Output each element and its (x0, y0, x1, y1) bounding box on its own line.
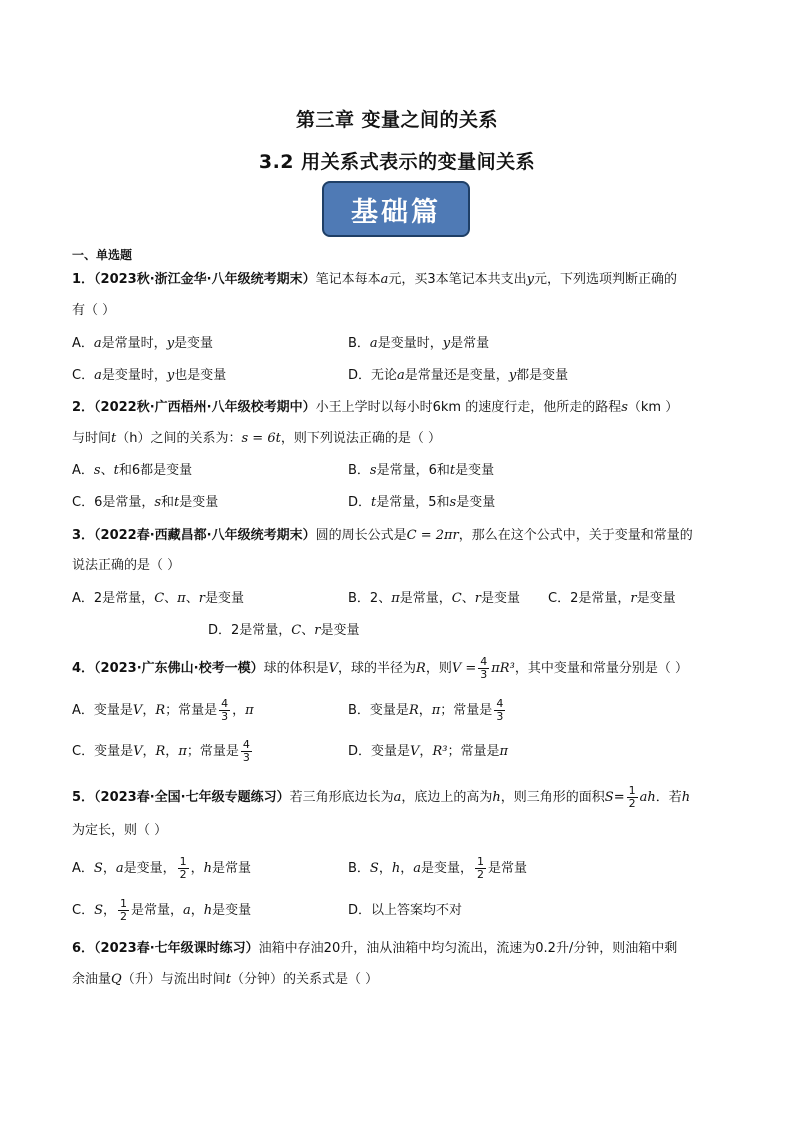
var: a (369, 336, 378, 351)
q2-option-b[interactable] (348, 462, 494, 480)
text: ， (142, 744, 156, 759)
var: V (132, 703, 143, 718)
text: 是变量时， (101, 368, 167, 383)
option-label: A． (72, 703, 94, 718)
var: R (408, 703, 419, 718)
q5-formula: ah (639, 790, 656, 805)
text: ， (378, 861, 392, 876)
q4-source: （2023·广东佛山·校考一模） (94, 661, 264, 676)
fraction (627, 785, 638, 810)
var: a (93, 336, 102, 351)
var: π (431, 703, 441, 718)
q2-text: （km ） (627, 400, 679, 415)
q1-option-d[interactable] (348, 367, 568, 385)
denominator: 2 (477, 868, 485, 881)
numerator: 1 (179, 855, 187, 868)
q2-speed: 6km (432, 400, 462, 415)
option-label: D． (208, 623, 232, 638)
option-label: C． (72, 495, 95, 510)
text: 变量是 (371, 744, 411, 759)
q4-formula: πR³ (491, 661, 515, 676)
q1-text: 元，买3本笔记本共支出 (388, 272, 527, 287)
numerator: 4 (496, 697, 504, 710)
q3-number: 3． (72, 528, 95, 543)
var: π (245, 703, 254, 718)
var: s (154, 495, 162, 510)
var: t (113, 463, 119, 478)
fraction (478, 656, 489, 681)
q2-stem-line2 (72, 430, 441, 448)
text: 是变量 (179, 495, 219, 510)
q5-var: a (393, 790, 402, 805)
q4-text: ，其中变量和常量分别是（ ） (514, 661, 688, 676)
q5-text: ．若 (655, 790, 682, 805)
text: 是常量，5和 (376, 495, 450, 510)
var: C (451, 591, 462, 606)
q5-option-a[interactable] (72, 855, 251, 883)
chapter-title: 第三章 变量之间的关系 (295, 109, 499, 131)
option-label: B． (348, 336, 370, 351)
q4-text: 球的体积是 (263, 661, 329, 676)
text: ， (190, 861, 204, 876)
q2-option-a[interactable] (72, 462, 192, 480)
text: ；常量是 (186, 744, 239, 759)
option-label: C． (72, 744, 95, 759)
option-label: B． (348, 463, 370, 478)
denominator: 3 (221, 710, 229, 723)
q2-text: （h）之间的关系为： (116, 431, 242, 446)
text: 、 (461, 591, 475, 606)
text: 是变量， (421, 861, 474, 876)
text: ， (232, 703, 246, 718)
q6-text: 油箱中存油20升，油从油箱中均匀流出，流速为0.2升/分钟，则油箱中剩 (258, 941, 678, 956)
level-badge-label: 基础篇 (351, 196, 441, 228)
q1-text: 元，下列选项判断正确的 (534, 272, 678, 287)
numerator: 1 (477, 855, 485, 868)
text: ， (418, 703, 432, 718)
q2-source: （2022秋·广西梧州·八年级校考期中） (94, 400, 316, 415)
q6-var: Q (111, 972, 122, 987)
var: π (499, 744, 508, 759)
q2-text: 与时间 (72, 431, 112, 446)
var: h (203, 861, 212, 876)
q5-formula: = (613, 790, 625, 805)
q2-number: 2． (72, 400, 95, 415)
q5-text: 若三角形底边长为 (289, 790, 394, 805)
q2-option-c[interactable] (72, 494, 218, 512)
q1-option-a[interactable] (72, 335, 213, 353)
option-label: B． (348, 861, 370, 876)
text: 是变量 (636, 591, 676, 606)
var: h (391, 861, 401, 876)
var: y (442, 336, 451, 351)
var: t (449, 463, 456, 478)
text: 2、 (369, 591, 392, 606)
q3-stem-line2: 说法正确的是（ ） (72, 558, 181, 573)
q3-formula: C = 2πr (406, 528, 459, 543)
q2-var: t (111, 431, 117, 446)
q1-source: （2023秋·浙江金华·八年级统考期末） (94, 272, 316, 287)
q4-number: 4． (72, 661, 95, 676)
text: 、 (185, 591, 199, 606)
text: 也是变量 (174, 368, 227, 383)
option-label: D． (348, 368, 372, 383)
q2-text: 的速度行走，他所走的路程 (461, 400, 622, 415)
text: ， (165, 744, 179, 759)
q2-text: 小王上学时以每小时 (315, 400, 433, 415)
q6-source: （2023春·七年级课时练习） (94, 941, 259, 956)
q1-var: a (380, 272, 389, 287)
var: y (166, 336, 175, 351)
fraction (241, 739, 252, 764)
denominator: 3 (480, 668, 488, 681)
option-label: C． (72, 368, 95, 383)
var: a (94, 368, 102, 383)
text: 、 (100, 463, 114, 478)
option-label: A． (72, 336, 94, 351)
q5-var: h (492, 790, 501, 805)
q5-stem-line2: 为定长，则（ ） (72, 823, 168, 838)
text: 都是变量 (516, 368, 569, 383)
var: a (183, 903, 191, 918)
text: ， (102, 903, 116, 918)
q1-number: 1． (72, 272, 95, 287)
fraction (118, 898, 129, 923)
option-label: A． (72, 591, 94, 606)
var: R³ (432, 744, 448, 759)
q4-option-c[interactable] (72, 738, 254, 766)
text: 是常量， (399, 591, 452, 606)
q6-stem-line2 (72, 971, 378, 989)
numerator: 1 (628, 784, 636, 797)
q5-var: h (681, 790, 691, 805)
text: 是变量 (455, 463, 495, 478)
option-label: A． (72, 861, 94, 876)
text: 、 (164, 591, 178, 606)
text: ， (190, 903, 204, 918)
q6-text: 余油量 (72, 972, 112, 987)
q4-option-b[interactable] (348, 697, 507, 725)
q6-stem-line1 (72, 940, 677, 958)
fraction (475, 856, 486, 881)
var: s (369, 463, 377, 478)
var: C (291, 623, 302, 638)
text: 以上答案均不对 (371, 903, 463, 918)
q5-stem-line1 (72, 784, 690, 812)
text: 是常量还是变量， (404, 368, 509, 383)
q3-option-c[interactable] (548, 590, 676, 608)
text: 是常量 (450, 336, 490, 351)
q4-var: V (328, 661, 339, 676)
q5-number: 5． (72, 790, 95, 805)
var: π (177, 591, 186, 606)
numerator: 4 (221, 697, 229, 710)
option-label: C． (72, 903, 95, 918)
var: t (371, 495, 377, 510)
var: h (203, 903, 213, 918)
text: 2是常量， (570, 591, 631, 606)
text: ， (400, 861, 414, 876)
numerator: 1 (120, 897, 127, 910)
var: V (133, 744, 143, 759)
q5-text: ，则三角形的面积 (500, 790, 605, 805)
denominator: 3 (496, 710, 504, 723)
denominator: 2 (628, 797, 636, 810)
var: r (198, 591, 205, 606)
var: r (474, 591, 481, 606)
q5-option-d[interactable] (348, 902, 462, 920)
var: y (166, 368, 175, 383)
text: ， (142, 703, 156, 718)
q3-text: ，那么在这个公式中，关于变量和常量的 (458, 528, 693, 543)
q4-stem-line1 (72, 655, 688, 683)
text: 是变量 (320, 623, 360, 638)
q2-stem-line1 (72, 399, 678, 417)
text: 是常量， (131, 903, 184, 918)
text: 是变量 (480, 591, 520, 606)
var: V (410, 744, 420, 759)
text: 是常量 (488, 861, 528, 876)
text: 和 (161, 495, 175, 510)
q6-text: （升）与流出时间 (121, 972, 226, 987)
text: ；常量是 (440, 703, 493, 718)
option-label: B． (348, 591, 370, 606)
numerator: 4 (242, 738, 250, 751)
option-label: D． (348, 744, 372, 759)
var: a (397, 368, 405, 383)
var: a (115, 861, 124, 876)
text: 2是常量， (231, 623, 292, 638)
q4-text: ，则 (425, 661, 452, 676)
fraction (219, 698, 230, 723)
q4-text: ，球的半径为 (338, 661, 417, 676)
q2-var: s (621, 400, 628, 415)
text: 是变量 (212, 903, 252, 918)
var: S (369, 861, 379, 876)
var: r (630, 591, 637, 606)
var: s (449, 495, 457, 510)
text: 变量是 (94, 744, 134, 759)
q3-stem-line1 (72, 527, 693, 545)
q6-number: 6． (72, 941, 95, 956)
text: 2是常量， (93, 591, 155, 606)
text: 是变量时， (377, 336, 443, 351)
q5-option-b[interactable] (348, 855, 527, 883)
q3-text: 圆的周长公式是 (315, 528, 407, 543)
var: y (508, 368, 517, 383)
q5-option-c[interactable] (72, 897, 251, 925)
q4-option-a[interactable] (72, 697, 254, 725)
text: 无论 (371, 368, 398, 383)
q1-stem-line2: 有（ ） (72, 303, 116, 318)
var: S (93, 861, 103, 876)
option-label: D． (348, 495, 372, 510)
var: S (94, 903, 103, 918)
fraction (494, 698, 505, 723)
option-label: A． (72, 463, 94, 478)
text: 是变量 (456, 495, 496, 510)
denominator: 3 (242, 751, 250, 764)
numerator: 4 (480, 655, 488, 668)
text: 是变量 (204, 591, 244, 606)
q2-option-d[interactable] (348, 494, 495, 512)
q4-formula: V = (451, 661, 477, 676)
denominator: 2 (179, 868, 187, 881)
text: 是变量， (123, 861, 176, 876)
var: a (413, 861, 421, 876)
q2-text: ，则下列说法正确的是（ ） (280, 431, 441, 446)
var: π (391, 591, 400, 606)
part-heading: 一、单选题 (72, 248, 133, 262)
q1-var: y (526, 272, 535, 287)
var: s (93, 463, 101, 478)
text: 变量是 (369, 703, 409, 718)
q1-stem-line1 (72, 271, 677, 289)
var: R (155, 703, 166, 718)
q3-option-a[interactable] (72, 590, 244, 608)
q4-var: R (416, 661, 426, 676)
text: ；常量是 (165, 703, 218, 718)
text: 和6都是变量 (118, 463, 193, 478)
text: 变量是 (93, 703, 133, 718)
text: 是常量，6和 (376, 463, 450, 478)
text: ；常量是 (447, 744, 500, 759)
text: ， (419, 744, 433, 759)
denominator: 2 (120, 910, 127, 923)
var: C (154, 591, 165, 606)
q3-source: （2022春·西藏昌都·八年级统考期末） (94, 528, 316, 543)
var: R (155, 744, 166, 759)
fraction (178, 856, 189, 881)
q3-option-b[interactable] (348, 590, 520, 608)
text: ， (102, 861, 116, 876)
text: 6是常量， (94, 495, 155, 510)
text: 是常量 (212, 861, 252, 876)
var: π (178, 744, 187, 759)
option-label: D． (348, 903, 372, 918)
q5-text: ，底边上的高为 (401, 790, 493, 805)
text: 是变量 (174, 336, 214, 351)
q1-text: 笔记本每本 (315, 272, 381, 287)
section-title: 3.2 用关系式表示的变量间关系 (258, 151, 536, 173)
q2-formula: s = 6t (241, 431, 281, 446)
q5-formula: S (604, 790, 614, 805)
text: 是常量时， (101, 336, 167, 351)
q4-option-d[interactable] (348, 738, 508, 766)
var: r (314, 623, 321, 638)
text: 、 (301, 623, 315, 638)
q6-text: （分钟）的关系式是（ ） (230, 972, 379, 987)
var: t (174, 495, 180, 510)
option-label: B． (348, 703, 370, 718)
option-label: C． (548, 591, 571, 606)
q1-option-b[interactable] (348, 335, 489, 353)
level-badge (322, 181, 470, 237)
q6-var: t (225, 972, 231, 987)
q5-source: （2023春·全国·七年级专题练习） (94, 790, 290, 805)
q3-option-d[interactable] (208, 622, 360, 640)
q1-option-c[interactable] (72, 367, 226, 385)
